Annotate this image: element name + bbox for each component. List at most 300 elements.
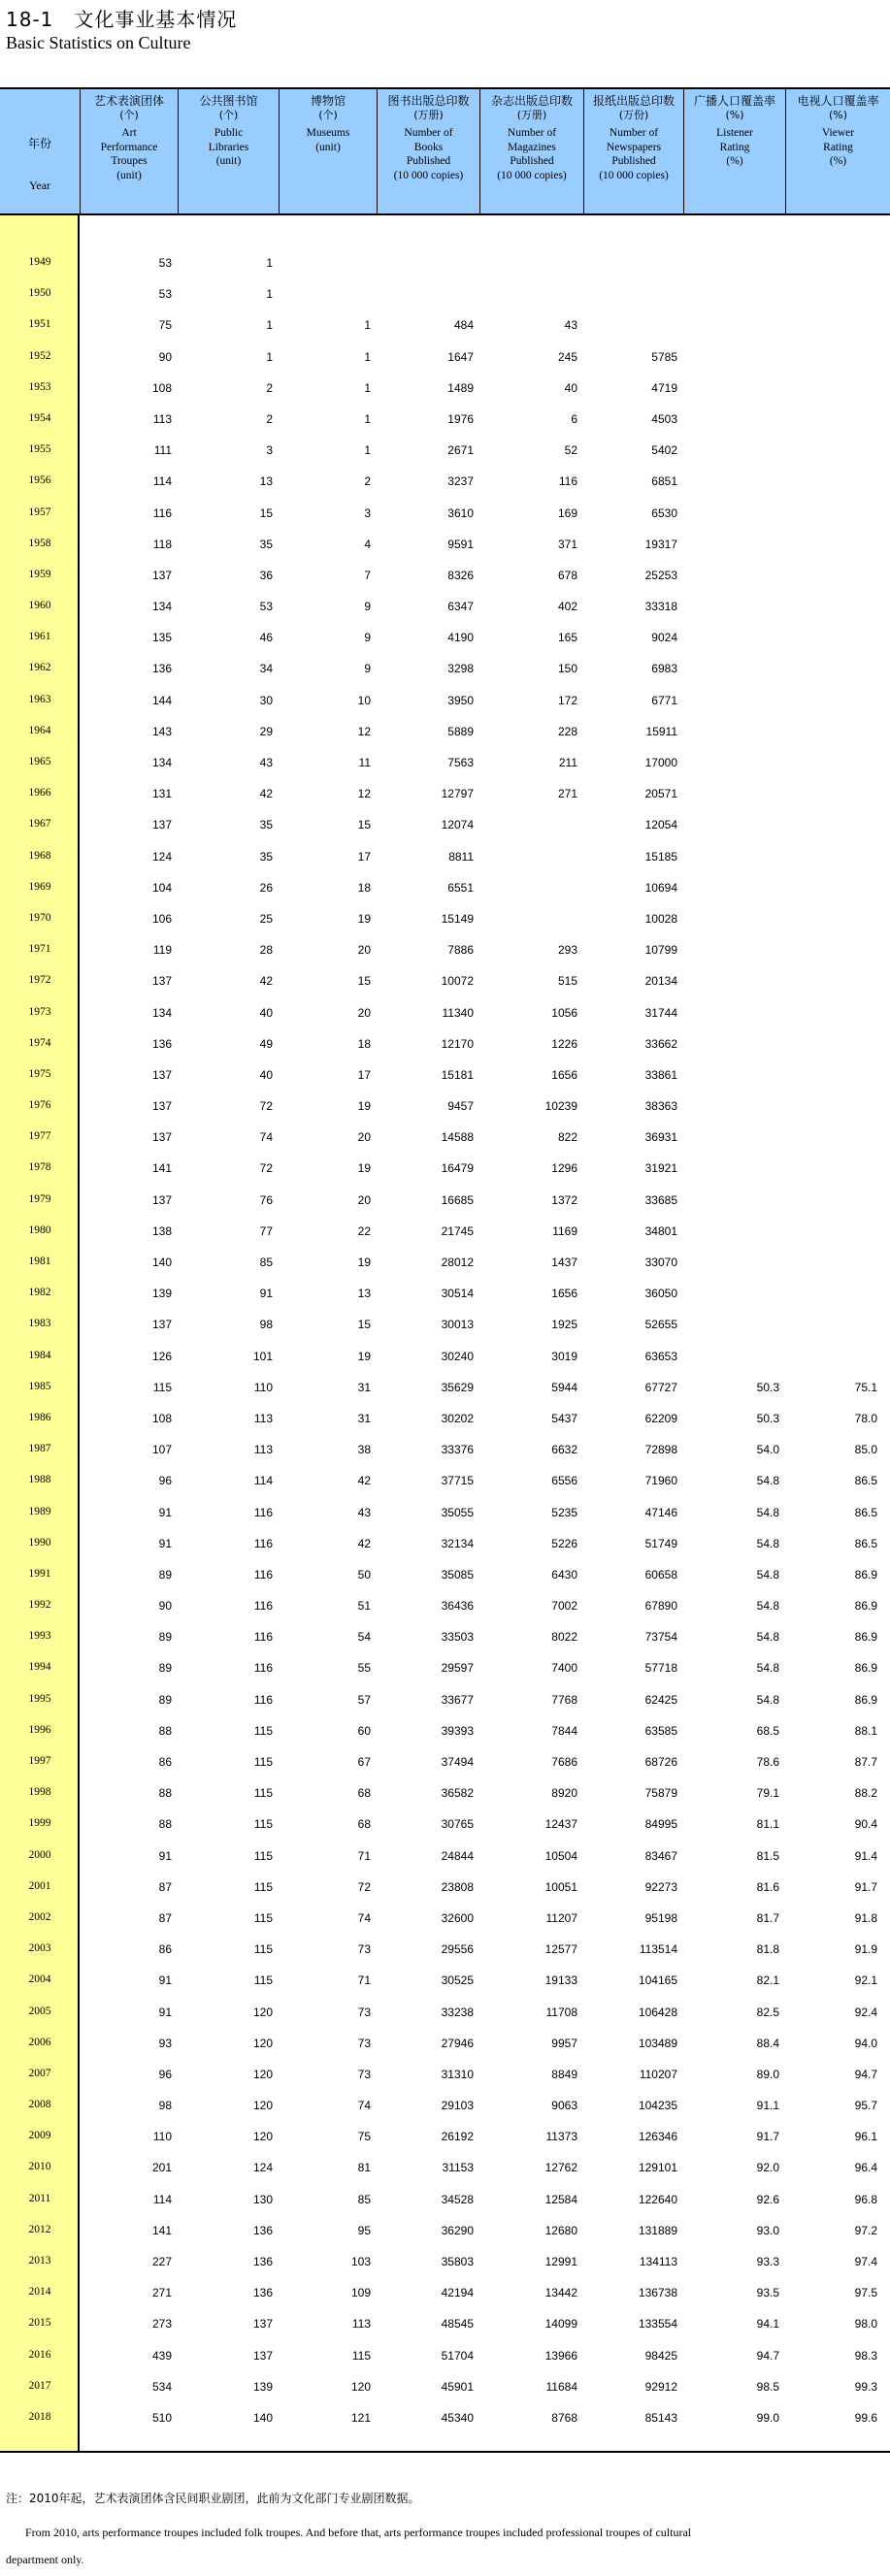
table-row (0, 1684, 890, 1715)
value-cell: 139 (151, 1287, 172, 1301)
value-cell: 52 (564, 443, 577, 458)
year-cell: 1982 (28, 1287, 51, 1299)
value-cell: 54 (357, 1630, 371, 1645)
value-cell: 137 (151, 1130, 172, 1145)
value-cell: 143 (151, 724, 172, 738)
value-cell: 75.1 (854, 1380, 877, 1394)
table-row (0, 1809, 890, 1840)
value-cell: 5944 (551, 1380, 577, 1394)
value-cell: 91.1 (756, 2099, 779, 2113)
value-cell: 88 (158, 1786, 172, 1801)
value-cell: 10 (357, 693, 371, 707)
value-cell: 108 (151, 380, 172, 395)
value-cell: 115 (253, 1942, 273, 1957)
value-cell: 99.0 (756, 2410, 779, 2425)
table-row (0, 1309, 890, 1340)
table-row (0, 747, 890, 778)
value-cell: 54.0 (756, 1443, 779, 1457)
value-cell: 1656 (551, 1287, 577, 1301)
value-cell: 113 (351, 2317, 371, 2331)
column-header-cn: 报纸出版总印数 (592, 94, 675, 108)
value-cell: 34528 (441, 2192, 474, 2206)
value-cell: 68 (357, 1817, 371, 1832)
value-cell: 62209 (644, 1411, 677, 1425)
value-cell: 98425 (644, 2348, 677, 2363)
value-cell: 6983 (651, 662, 677, 676)
column-header-en: Public (214, 127, 244, 139)
value-cell: 31 (357, 1411, 371, 1425)
table-row (0, 809, 890, 840)
value-cell: 50.3 (756, 1380, 779, 1394)
table-row (0, 2308, 890, 2339)
value-cell: 54.8 (756, 1630, 779, 1645)
year-cell: 2014 (28, 2286, 51, 2299)
value-cell: 34 (259, 662, 273, 676)
table-row (0, 591, 890, 622)
value-cell: 1169 (552, 1223, 577, 1238)
value-cell: 86.5 (854, 1505, 877, 1519)
value-cell: 484 (453, 318, 474, 333)
value-cell: 126346 (638, 2130, 677, 2144)
year-cell: 1990 (28, 1536, 51, 1549)
value-cell: 91.7 (854, 1879, 877, 1894)
value-cell: 118 (152, 537, 172, 551)
year-cell: 1973 (28, 1005, 51, 1018)
value-cell: 137 (151, 568, 172, 582)
value-cell: 42 (357, 1536, 371, 1550)
value-cell: 2671 (447, 443, 474, 458)
value-cell: 94.0 (854, 2036, 877, 2050)
value-cell: 20 (357, 1130, 371, 1145)
value-cell: 35 (259, 818, 273, 832)
value-cell: 93.5 (756, 2286, 779, 2300)
year-cell: 1957 (28, 505, 51, 518)
value-cell: 211 (558, 756, 577, 769)
year-cell: 1974 (28, 1036, 51, 1049)
table-row (0, 1153, 890, 1184)
value-cell: 7768 (551, 1692, 577, 1707)
value-cell: 92912 (644, 2379, 677, 2394)
value-cell: 54.8 (756, 1474, 779, 1488)
value-cell: 1656 (551, 1067, 577, 1082)
value-cell: 124 (151, 849, 172, 864)
value-cell: 12991 (544, 2255, 577, 2268)
table-row (0, 1934, 890, 1965)
value-cell: 74 (259, 1130, 273, 1145)
value-cell: 60658 (644, 1567, 677, 1581)
value-cell: 5785 (651, 349, 677, 364)
value-cell: 30525 (441, 1973, 474, 1988)
value-cell: 92.1 (854, 1973, 877, 1988)
value-cell: 85 (259, 1255, 273, 1269)
value-cell: 1 (364, 349, 371, 364)
value-cell: 6556 (551, 1474, 577, 1488)
value-cell: 11 (358, 756, 371, 769)
column-unit-en: (%) (829, 155, 847, 167)
value-cell: 116 (253, 1692, 273, 1707)
value-cell: 54.8 (756, 1505, 779, 1519)
value-cell: 113 (253, 1411, 273, 1425)
value-cell: 73754 (644, 1630, 677, 1645)
value-cell: 33677 (441, 1692, 474, 1707)
value-cell: 1296 (551, 1161, 577, 1176)
table-row (0, 278, 890, 310)
value-cell: 1226 (551, 1036, 577, 1051)
year-cell: 2018 (28, 2410, 51, 2423)
year-cell: 1971 (28, 943, 51, 956)
value-cell: 120 (350, 2379, 371, 2394)
value-cell: 3 (364, 505, 371, 520)
column-header-en: Listener (716, 127, 753, 139)
table-row (0, 1465, 890, 1496)
table-row (0, 1122, 890, 1153)
column-header-en: Published (510, 155, 554, 167)
year-cell: 1961 (28, 631, 51, 643)
value-cell: 36 (259, 568, 273, 582)
column-header-6 (583, 89, 683, 215)
year-cell: 1969 (28, 880, 51, 893)
value-cell: 107 (151, 1443, 172, 1457)
value-cell: 92.6 (756, 2192, 779, 2206)
value-cell: 67727 (644, 1380, 677, 1394)
year-cell: 2001 (28, 1879, 51, 1892)
value-cell: 116 (253, 1661, 273, 1676)
value-cell: 91 (158, 1848, 172, 1863)
column-unit-cn: (%) (828, 108, 848, 121)
table-row (0, 1590, 890, 1621)
value-cell: 534 (151, 2379, 172, 2394)
value-cell: 11684 (545, 2379, 577, 2394)
column-header-cn: 艺术表演团体 (93, 94, 164, 108)
value-cell: 172 (557, 693, 577, 707)
value-cell: 36931 (644, 1130, 677, 1145)
value-cell: 98.0 (854, 2317, 877, 2331)
year-cell: 1999 (28, 1817, 51, 1830)
column-header-en: Newspapers (606, 141, 662, 153)
value-cell: 515 (557, 974, 577, 989)
value-cell: 77 (259, 1223, 273, 1238)
value-cell: 31744 (644, 1005, 677, 1020)
table-row (0, 373, 890, 404)
value-cell: 131 (151, 787, 172, 801)
value-cell: 20 (357, 1192, 371, 1207)
year-cell: 1980 (28, 1223, 51, 1236)
year-header-en: Year (28, 179, 51, 192)
year-cell: 1970 (28, 911, 51, 924)
value-cell: 97.2 (854, 2223, 877, 2237)
year-cell: 2017 (28, 2379, 51, 2392)
column-header-en: Troupes (111, 155, 148, 167)
value-cell: 72 (259, 1099, 273, 1114)
value-cell: 6771 (651, 693, 677, 707)
value-cell: 35629 (441, 1380, 474, 1394)
table-row (0, 1559, 890, 1590)
year-cell: 2011 (28, 2192, 51, 2204)
column-header-en: Rating (719, 141, 750, 153)
value-cell: 245 (557, 349, 577, 364)
year-cell: 2008 (28, 2099, 51, 2111)
value-cell: 136 (151, 662, 172, 676)
value-cell: 96 (158, 2067, 172, 2081)
value-cell: 30765 (441, 1817, 474, 1832)
column-header-en: Number of (507, 127, 557, 139)
value-cell: 114 (253, 1474, 273, 1488)
table-row (0, 1746, 890, 1777)
value-cell: 140 (252, 2410, 273, 2425)
column-header-en: Number of (609, 127, 659, 139)
value-cell: 137 (151, 974, 172, 989)
value-cell: 20 (357, 943, 371, 958)
table-row (0, 2215, 890, 2246)
value-cell: 35803 (441, 2255, 474, 2268)
table-row (0, 1060, 890, 1091)
year-cell: 1984 (28, 1349, 51, 1361)
column-unit-cn: (万册) (413, 108, 444, 121)
value-cell: 91 (259, 1287, 273, 1301)
value-cell: 88.2 (854, 1786, 877, 1801)
value-cell: 33685 (644, 1192, 677, 1207)
value-cell: 29597 (441, 1661, 474, 1676)
value-cell: 28 (259, 943, 273, 958)
value-cell: 3237 (447, 474, 474, 489)
value-cell: 20571 (644, 787, 677, 801)
value-cell: 86.9 (854, 1661, 877, 1676)
value-cell: 89 (158, 1661, 172, 1676)
value-cell: 7886 (447, 943, 474, 958)
value-cell: 30013 (441, 1318, 474, 1332)
year-cell: 1964 (28, 724, 51, 736)
year-cell: 1975 (28, 1067, 51, 1080)
value-cell: 6430 (551, 1567, 577, 1581)
value-cell: 93.3 (756, 2255, 779, 2268)
year-header-cn: 年份 (27, 137, 51, 150)
table-row (0, 466, 890, 497)
value-cell: 11340 (442, 1005, 474, 1020)
value-cell: 9 (364, 600, 371, 614)
column-header-cn: 电视人口覆盖率 (797, 94, 879, 108)
table-row (0, 965, 890, 996)
value-cell: 13966 (544, 2348, 577, 2363)
value-cell: 90 (158, 1599, 172, 1614)
value-cell: 72898 (644, 1443, 677, 1457)
value-cell: 84995 (644, 1817, 677, 1832)
value-cell: 49 (259, 1036, 273, 1051)
value-cell: 87 (158, 1910, 172, 1925)
column-header-4 (377, 89, 479, 215)
value-cell: 86 (158, 1755, 172, 1769)
table-row (0, 1278, 890, 1309)
value-cell: 24844 (441, 1848, 474, 1863)
value-cell: 89 (158, 1567, 172, 1581)
value-cell: 51749 (644, 1536, 677, 1550)
value-cell: 73 (357, 1942, 371, 1957)
value-cell: 19 (357, 911, 371, 926)
value-cell: 60 (357, 1723, 371, 1738)
year-cell: 1972 (28, 974, 51, 987)
year-cell: 1987 (28, 1443, 51, 1455)
value-cell: 26192 (441, 2130, 474, 2144)
value-cell: 136 (252, 2255, 273, 2268)
value-cell: 53 (158, 287, 172, 302)
value-cell: 75 (158, 318, 172, 333)
value-cell: 99.3 (854, 2379, 877, 2394)
value-cell: 104165 (638, 1973, 677, 1988)
value-cell: 33070 (644, 1255, 677, 1269)
value-cell: 103 (350, 2255, 371, 2268)
value-cell: 51704 (441, 2348, 474, 2363)
value-cell: 12054 (644, 818, 677, 832)
value-cell: 85143 (644, 2410, 677, 2425)
value-cell: 13 (357, 1287, 371, 1301)
value-cell: 9591 (447, 537, 474, 551)
value-cell: 6632 (551, 1443, 577, 1457)
value-cell: 12 (357, 787, 371, 801)
value-cell: 116 (253, 1505, 273, 1519)
value-cell: 78.6 (756, 1755, 779, 1769)
column-unit-cn: (万册) (516, 108, 547, 121)
year-cell: 2016 (28, 2348, 51, 2361)
value-cell: 115 (253, 1817, 273, 1832)
value-cell: 36290 (441, 2223, 474, 2237)
table-row (0, 1216, 890, 1247)
value-cell: 33376 (441, 1443, 474, 1457)
value-cell: 55 (357, 1661, 371, 1676)
value-cell: 29103 (441, 2099, 474, 2113)
value-cell: 201 (151, 2161, 172, 2175)
value-cell: 2 (266, 380, 273, 395)
value-cell: 73 (357, 2005, 371, 2019)
year-cell: 1960 (28, 600, 51, 612)
year-cell: 2010 (28, 2161, 51, 2173)
year-cell: 1981 (28, 1255, 51, 1267)
value-cell: 165 (557, 631, 577, 645)
value-cell: 8811 (448, 849, 474, 864)
value-cell: 91.8 (854, 1910, 877, 1925)
table-row (0, 1777, 890, 1809)
value-cell: 43 (259, 756, 273, 769)
column-header-en: Performance (100, 141, 158, 153)
year-cell: 1956 (28, 474, 51, 487)
value-cell: 134 (151, 600, 172, 614)
value-cell: 19317 (644, 537, 677, 551)
value-cell: 63585 (644, 1723, 677, 1738)
value-cell: 134113 (639, 2255, 677, 2268)
value-cell: 74 (357, 1910, 371, 1925)
value-cell: 131889 (638, 2223, 677, 2237)
value-cell: 52655 (644, 1318, 677, 1332)
value-cell: 31310 (441, 2067, 474, 2081)
year-cell: 1951 (28, 318, 51, 331)
value-cell: 73 (357, 2036, 371, 2050)
value-cell: 12 (357, 724, 371, 738)
value-cell: 140 (151, 1255, 172, 1269)
value-cell: 15 (357, 974, 371, 989)
table-row (0, 2246, 890, 2277)
value-cell: 9024 (651, 631, 677, 645)
value-cell: 86 (158, 1942, 172, 1957)
table-row (0, 1621, 890, 1652)
year-cell: 1994 (28, 1661, 51, 1674)
value-cell: 36436 (441, 1599, 474, 1614)
value-cell: 103489 (638, 2036, 677, 2050)
value-cell: 71960 (644, 1474, 677, 1488)
value-cell: 114 (152, 2192, 172, 2206)
value-cell: 15185 (644, 849, 677, 864)
value-cell: 42 (259, 974, 273, 989)
bottom-rule (0, 2451, 890, 2453)
value-cell: 72 (259, 1161, 273, 1176)
value-cell: 33318 (644, 600, 677, 614)
value-cell: 68.5 (756, 1723, 779, 1738)
value-cell: 96.4 (854, 2161, 877, 2175)
value-cell: 92.4 (854, 2005, 877, 2019)
value-cell: 95198 (644, 1910, 677, 1925)
year-cell: 1985 (28, 1380, 51, 1392)
value-cell: 88.1 (854, 1723, 877, 1738)
table-row (0, 716, 890, 747)
value-cell: 3 (266, 443, 273, 458)
value-cell: 15 (357, 1318, 371, 1332)
value-cell: 137 (252, 2317, 273, 2331)
value-cell: 13442 (544, 2286, 577, 2300)
value-cell: 4719 (651, 380, 677, 395)
year-cell: 1986 (28, 1411, 51, 1423)
table-row (0, 841, 890, 872)
value-cell: 35085 (441, 1567, 474, 1581)
value-cell: 34801 (644, 1223, 677, 1238)
value-cell: 11708 (545, 2005, 577, 2019)
value-cell: 42194 (441, 2286, 474, 2300)
value-cell: 15911 (645, 724, 677, 738)
table-row (0, 903, 890, 934)
value-cell: 38 (357, 1443, 371, 1457)
value-cell: 12577 (544, 1942, 577, 1957)
value-cell: 227 (151, 2255, 172, 2268)
value-cell: 9457 (447, 1099, 474, 1114)
year-cell: 1991 (28, 1567, 51, 1580)
value-cell: 16685 (441, 1192, 474, 1207)
value-cell: 45901 (441, 2379, 474, 2394)
value-cell: 99.6 (854, 2410, 877, 2425)
value-cell: 10051 (544, 1879, 577, 1894)
value-cell: 5235 (551, 1505, 577, 1519)
table-row (0, 1185, 890, 1216)
column-header-2 (178, 89, 279, 215)
table-row (0, 1715, 890, 1746)
year-cell: 2004 (28, 1973, 51, 1986)
value-cell: 40 (259, 1067, 273, 1082)
value-cell: 54.8 (756, 1567, 779, 1581)
value-cell: 141 (151, 2223, 172, 2237)
value-cell: 9957 (551, 2036, 577, 2050)
value-cell: 129101 (638, 2161, 677, 2175)
value-cell: 115 (253, 1910, 273, 1925)
value-cell: 5226 (551, 1536, 577, 1550)
value-cell: 120 (252, 2005, 273, 2019)
year-cell: 2015 (28, 2317, 51, 2330)
value-cell: 137 (252, 2348, 273, 2363)
value-cell: 8022 (551, 1630, 577, 1645)
value-cell: 57718 (644, 1661, 677, 1676)
value-cell: 113 (253, 1443, 273, 1457)
value-cell: 12797 (441, 787, 474, 801)
value-cell: 1 (266, 287, 273, 302)
value-cell: 120 (252, 2067, 273, 2081)
value-cell: 36582 (441, 1786, 474, 1801)
value-cell: 11207 (545, 1910, 577, 1925)
year-cell: 1993 (28, 1630, 51, 1643)
value-cell: 40 (564, 380, 577, 395)
